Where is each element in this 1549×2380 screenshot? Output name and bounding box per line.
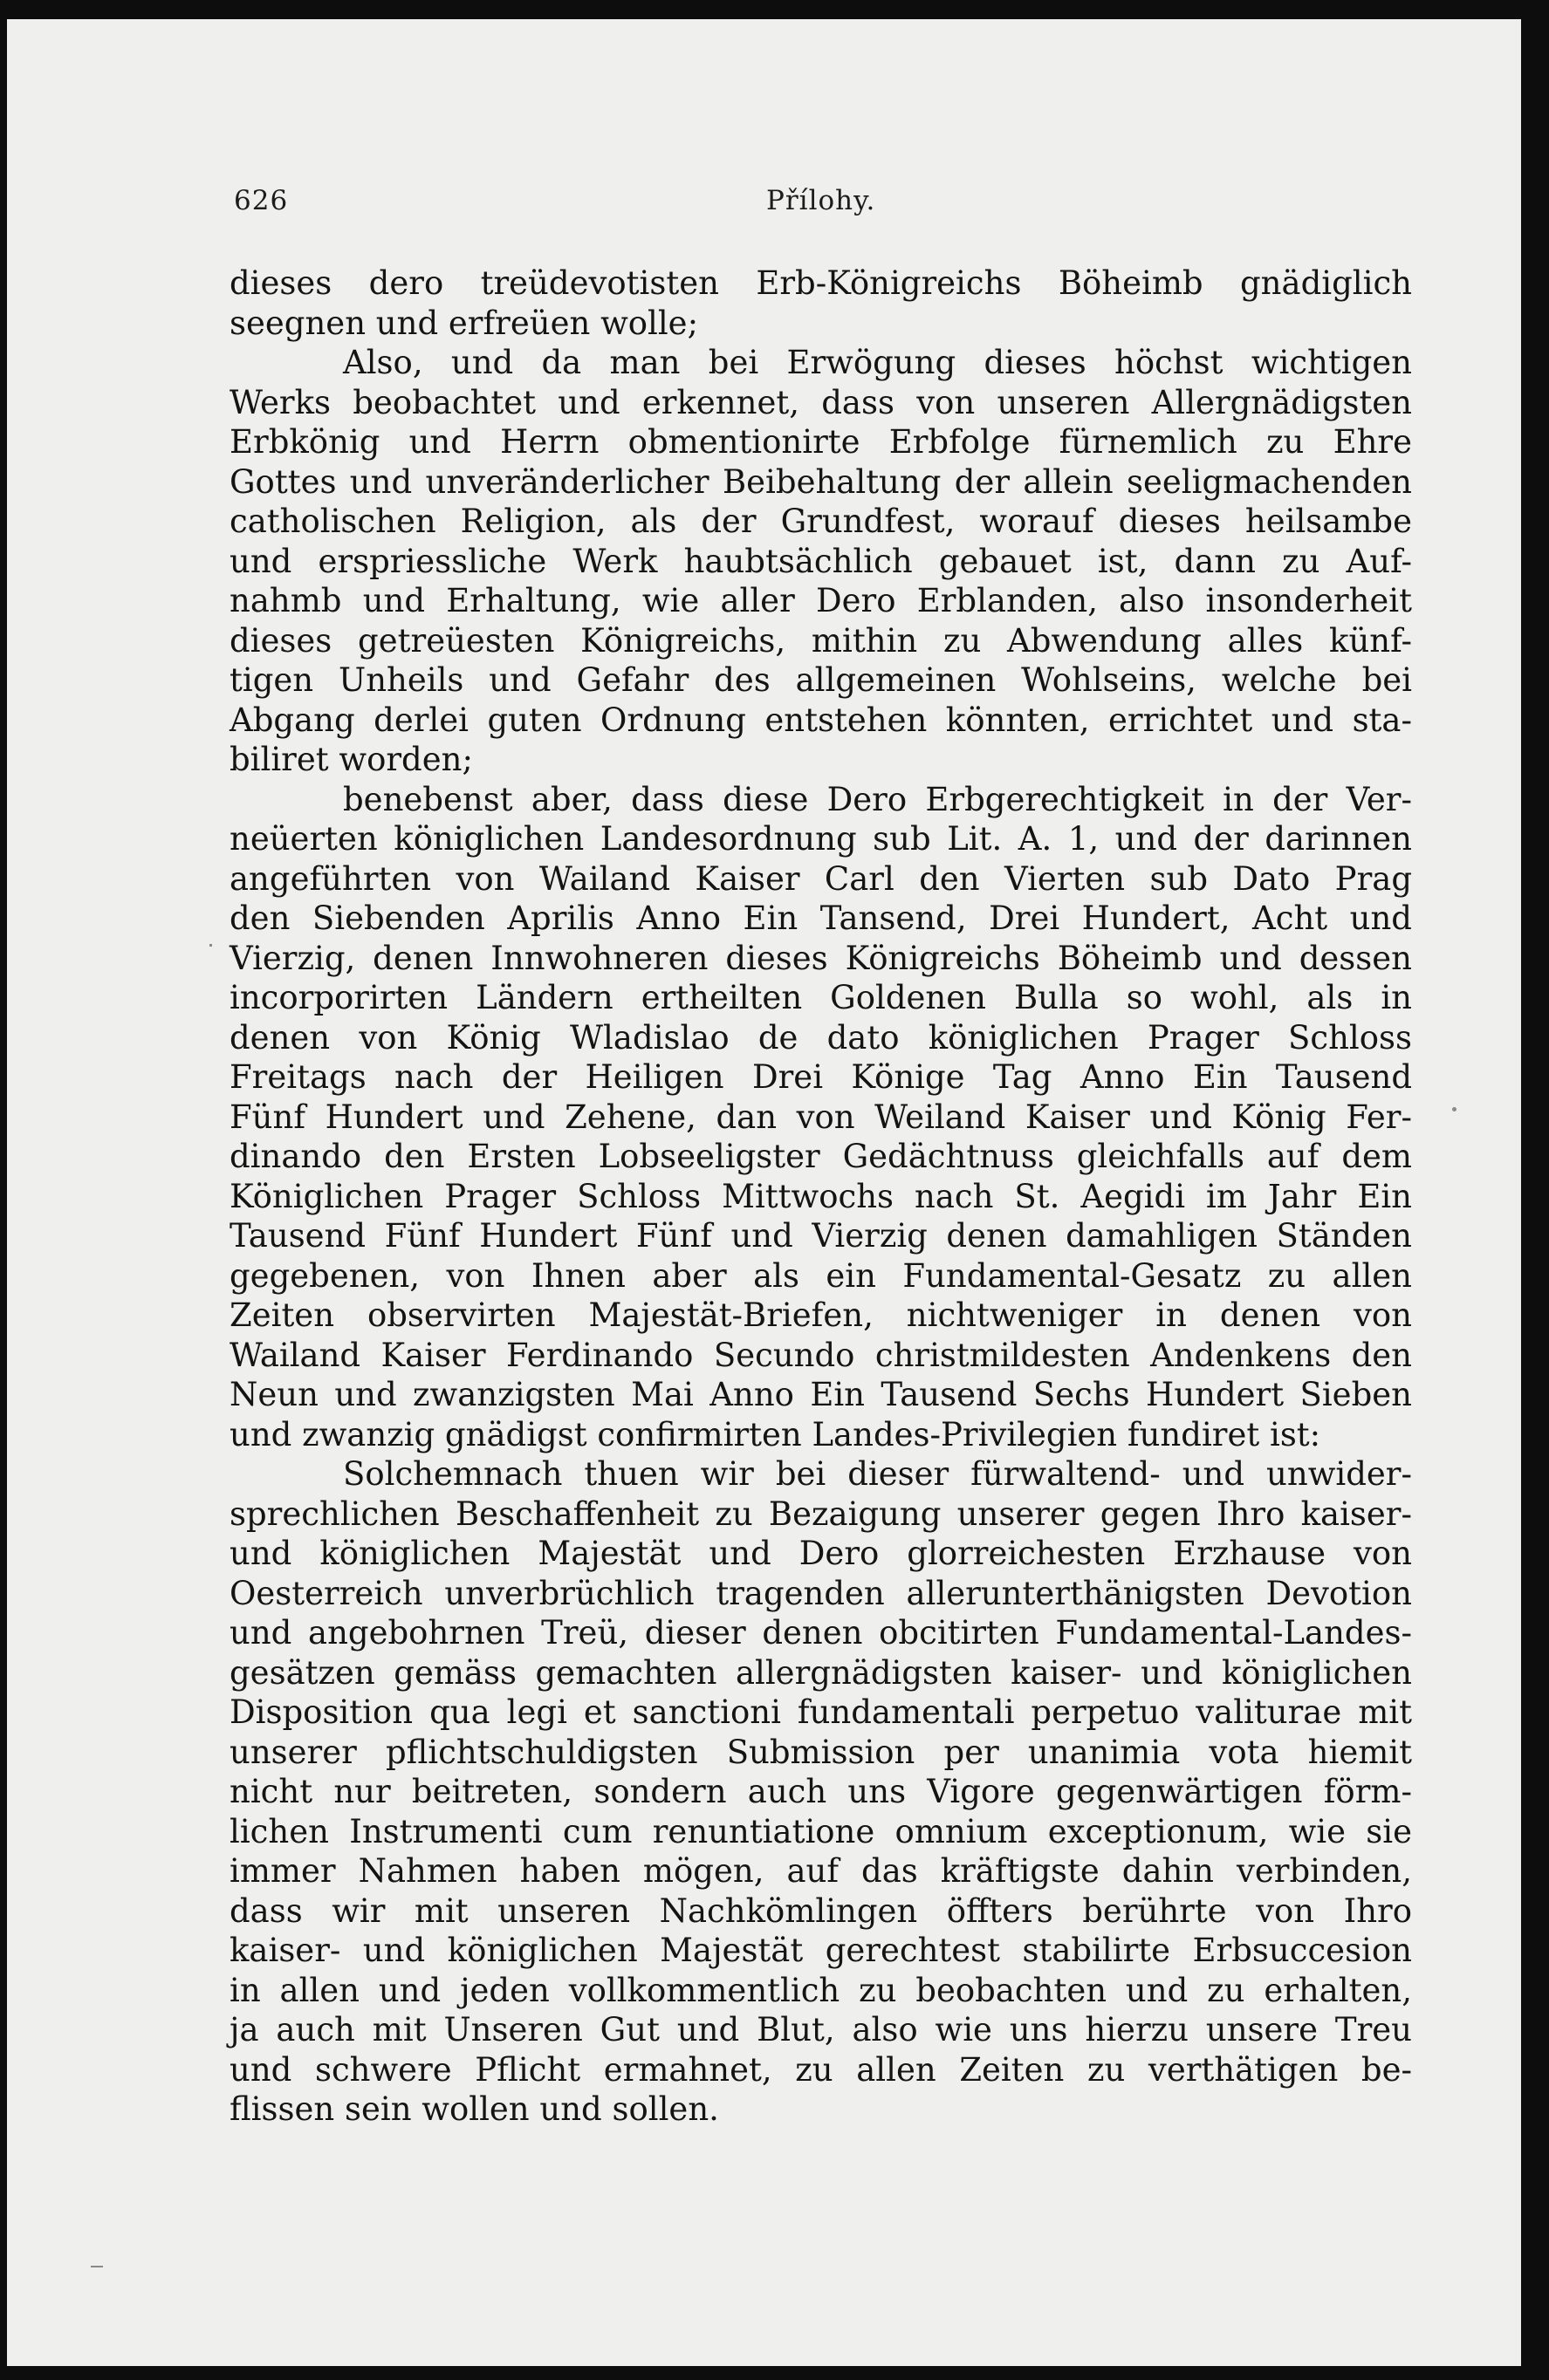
text-line: Tausend Fünf Hundert Fünf und Vierzig denen damahligen Ständen: [230, 1217, 1412, 1255]
text-line: Neun und zwanzigsten Mai Anno Ein Tausend Sechs Hundert Sieben: [230, 1376, 1412, 1413]
text-line: und schwere Pflicht ermahnet, zu allen Zeiten zu verthätigen be-: [230, 2050, 1412, 2089]
text-line: Erbkönig und Herrn obmentionirte Erbfolge fürnemlich zu Ehre: [230, 423, 1412, 461]
page-header: [234, 185, 1412, 229]
text-line: unserer pflichtschuldigsten Submission per unanimia vota hiemit: [230, 1733, 1412, 1771]
text-line: sprechlichen Beschaffenheit zu Bezaigung unserer gegen Ihro kaiser-: [230, 1494, 1412, 1533]
text-line: biliret worden;: [230, 741, 473, 778]
text-line: Abgang derlei guten Ordnung entstehen könnten, errichtet und sta-: [230, 701, 1412, 739]
text-line: gegebenen, von Ihnen aber als ein Fundamental-Gesatz zu allen: [230, 1256, 1412, 1295]
text-line: neüerten königlichen Landesordnung sub Lit. A. 1, und der darinnen: [230, 820, 1412, 858]
text-line: angeführten von Wailand Kaiser Carl den Vierten sub Dato Prag: [230, 859, 1412, 898]
paragraph: [230, 343, 1412, 780]
text-line: und erspriessliche Werk haubtsächlich gebauet ist, dann zu Auf-: [230, 542, 1412, 580]
text-line: nicht nur beitreten, sondern auch uns Vigore gegenwärtigen förm-: [230, 1773, 1412, 1810]
text-line: Solchemnach thuen wir bei dieser fürwaltend- und unwider-: [343, 1455, 1412, 1493]
text-line: dinando den Ersten Lobseeligster Gedächtnuss gleichfalls auf dem: [230, 1138, 1412, 1175]
text-line: Fünf Hundert und Zehene, dan von Weiland Kaiser und König Fer-: [230, 1098, 1412, 1136]
text-line: Wailand Kaiser Ferdinando Secundo christmildesten Andenkens den: [230, 1336, 1412, 1374]
text-line: Disposition qua legi et sanctioni fundamentali perpetuo valiturae mit: [230, 1693, 1412, 1731]
paragraph: [230, 263, 1412, 343]
paragraph: [230, 780, 1412, 1455]
text-line: und königlichen Majestät und Dero glorreichesten Erzhause von: [230, 1535, 1412, 1572]
text-line: seegnen und erfreüen wolle;: [230, 304, 699, 342]
text-line: gesätzen gemäss gemachten allergnädigsten kaiser- und königlichen: [230, 1653, 1412, 1692]
page-number: 626: [234, 185, 289, 216]
text-line: dass wir mit unseren Nachkömlingen öffters berührte von Ihro: [230, 1891, 1412, 1930]
scan-speck: [1452, 1107, 1456, 1111]
text-line: benebenst aber, dass diese Dero Erbgerechtigkeit in der Ver-: [343, 780, 1412, 818]
text-line: lichen Instrumenti cum renuntiatione omnium exceptionum, wie sie: [230, 1812, 1412, 1850]
text-line: Zeiten observirten Majestät-Briefen, nichtweniger in denen von: [230, 1296, 1412, 1334]
text-line: ja auch mit Unseren Gut und Blut, also wie uns hierzu unsere Treu: [230, 2011, 1412, 2048]
text-line: tigen Unheils und Gefahr des allgemeinen Wohlseins, welche bei: [230, 661, 1412, 699]
text-line: Vierzig, denen Innwohneren dieses Königreichs Böheimb und dessen: [230, 939, 1412, 977]
body-text: [230, 263, 1412, 2130]
text-line: dieses getreüesten Königreichs, mithin zu Abwendung alles künf-: [230, 621, 1412, 660]
text-line: immer Nahmen haben mögen, auf das kräftigste dahin verbinden,: [230, 1852, 1412, 1890]
book-page: [7, 19, 1521, 2366]
text-line: Gottes und unveränderlicher Beibehaltung der allein seeligmachenden: [230, 462, 1412, 501]
text-line: und angebohrnen Treü, dieser denen obcitirten Fundamental-Landes-: [230, 1614, 1412, 1652]
text-line: kaiser- und königlichen Majestät gerechtest stabilirte Erbsuccesion: [230, 1932, 1412, 1969]
paragraph: [230, 1454, 1412, 2130]
text-line: und zwanzig gnädigst confirmirten Landes-Privilegien fundiret ist:: [230, 1415, 1321, 1453]
scan-speck: [91, 2266, 103, 2267]
running-title: Přílohy.: [766, 185, 876, 216]
text-line: Freitags nach der Heiligen Drei Könige Tag Anno Ein Tausend: [230, 1058, 1412, 1096]
text-line: dieses dero treüdevotisten Erb-Königreichs Böheimb gnädiglich: [230, 264, 1412, 302]
text-line: catholischen Religion, als der Grundfest, worauf dieses heilsambe: [230, 503, 1412, 540]
scan-speck: [209, 944, 212, 947]
text-line: denen von König Wladislao de dato königlichen Prager Schloss: [230, 1018, 1412, 1057]
text-line: flissen sein wollen und sollen.: [230, 2090, 719, 2128]
text-line: Oesterreich unverbrüchlich tragenden allerunterthänigsten Devotion: [230, 1574, 1412, 1612]
text-line: Werks beobachtet und erkennet, dass von unseren Allergnädigsten: [230, 383, 1412, 421]
text-line: nahmb und Erhaltung, wie aller Dero Erblanden, also insonderheit: [230, 582, 1412, 619]
text-line: Also, und da man bei Erwögung dieses höchst wichtigen: [343, 344, 1412, 381]
text-line: Königlichen Prager Schloss Mittwochs nach St. Aegidi im Jahr Ein: [230, 1177, 1412, 1215]
text-line: incorporirten Ländern ertheilten Goldenen Bulla so wohl, als in: [230, 979, 1412, 1016]
text-line: den Siebenden Aprilis Anno Ein Tansend, Drei Hundert, Acht und: [230, 899, 1412, 937]
text-line: in allen und jeden vollkommentlich zu beobachten und zu erhalten,: [230, 1971, 1412, 2009]
